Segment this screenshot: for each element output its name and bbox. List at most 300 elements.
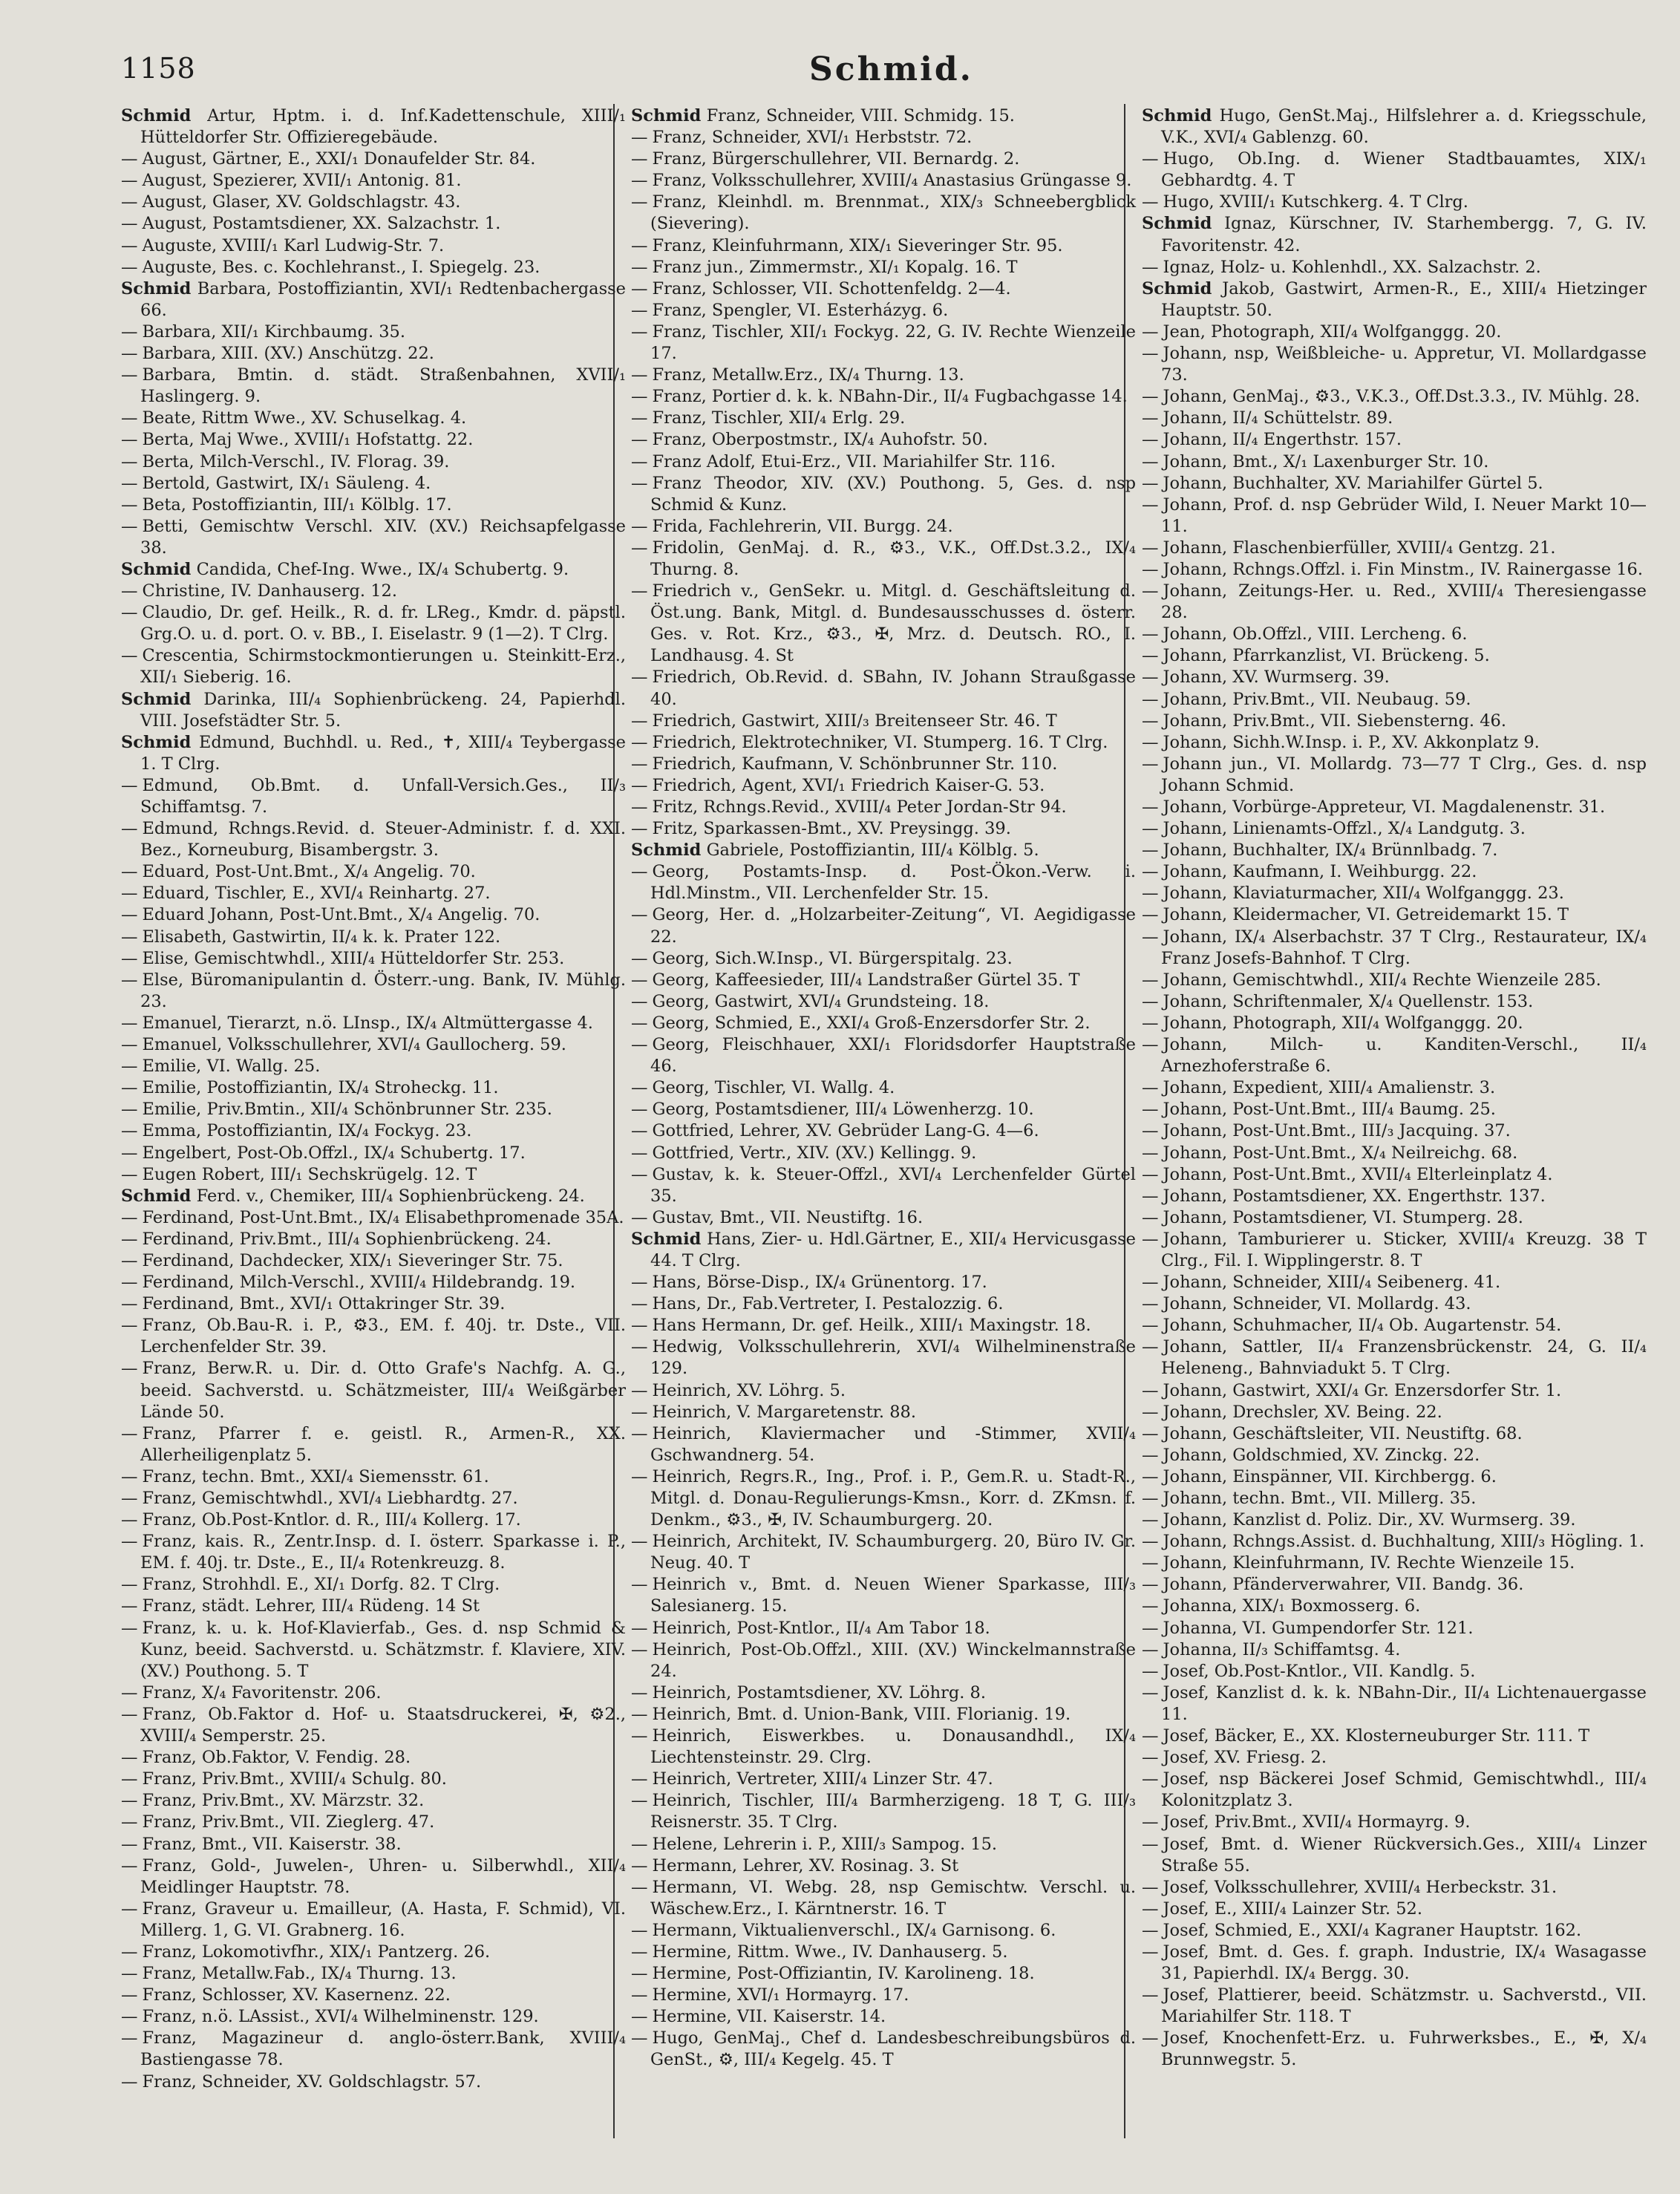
directory-entry (1142, 1596, 1647, 1617)
entry-text: Engelbert, Post-Ob.Offzl., IX/₄ Schubertg. 17. (142, 1143, 526, 1163)
entry-surname: Schmid (121, 1186, 192, 1206)
ditto-dash: — (631, 1164, 648, 1184)
ditto-dash: — (1142, 624, 1159, 644)
directory-entry (631, 1120, 1136, 1142)
directory-entry (1142, 1445, 1647, 1466)
entry-text: Johann, Buchhalter, IX/₄ Brünnlbadg. 7. (1163, 840, 1498, 861)
directory-entry (1142, 1423, 1647, 1445)
entry-text: Edmund, Ob.Bmt. d. Unfall-Versich.Ges., II/₃ Schiffamtsg. 7. (140, 775, 626, 817)
ditto-dash: — (121, 235, 138, 255)
directory-entry (631, 365, 1136, 386)
entry-text: Ferdinand, Post-Unt.Bmt., IX/₄ Elisabethpromenade 35A. (142, 1207, 624, 1227)
directory-entry (121, 365, 626, 408)
ditto-dash: — (121, 646, 138, 666)
directory-entry (121, 105, 626, 148)
ditto-dash: — (631, 1423, 648, 1443)
entry-text: Franz, Volksschullehrer, XVIII/₄ Anastasius Grüngasse 9. (652, 171, 1132, 191)
ditto-dash: — (121, 1273, 138, 1293)
directory-entry (1142, 1315, 1647, 1336)
entry-text: Johann, Post-Unt.Bmt., III/₄ Baumg. 25. (1163, 1100, 1496, 1120)
directory-entry (1142, 1034, 1647, 1077)
ditto-dash: — (121, 1164, 138, 1184)
ditto-dash: — (1142, 1229, 1159, 1249)
directory-entry (1142, 732, 1647, 754)
directory-entry (631, 1834, 1136, 1855)
directory-entry (1142, 1120, 1647, 1142)
ditto-dash: — (1142, 1402, 1159, 1422)
ditto-dash: — (631, 473, 648, 493)
directory-entry (121, 1250, 626, 1272)
ditto-dash: — (631, 1985, 648, 2005)
directory-entry (631, 1423, 1136, 1466)
entry-text: Johann, Gastwirt, XXI/₄ Gr. Enzersdorfer Str. 1. (1163, 1380, 1562, 1400)
ditto-dash: — (631, 1791, 648, 1811)
ditto-dash: — (1142, 149, 1159, 169)
directory-entry (1142, 927, 1647, 970)
entry-text: Gottfried, Lehrer, XV. Gebrüder Lang-G. 4—6. (652, 1121, 1039, 1141)
entry-text: Johann, Postamtsdiener, VI. Stumperg. 28. (1163, 1207, 1523, 1227)
entry-text: Franz Theodor, XIV. (XV.) Pouthong. 5, Ges. d. nsp Schmid & Kunz. (650, 473, 1136, 515)
ditto-dash: — (631, 538, 648, 558)
ditto-dash: — (1142, 927, 1159, 947)
entry-text: Josef, Kanzlist d. k. k. NBahn-Dir., II/₄ Lichtenauergasse 11. (1161, 1682, 1647, 1724)
ditto-dash: — (631, 1942, 648, 1962)
entry-text: Franz, Gold-, Juwelen-, Uhren- u. Silberwhdl., XII/₄ Meidlinger Hauptstr. 78. (140, 1855, 626, 1897)
ditto-dash: — (121, 1078, 138, 1098)
entry-text: Heinrich, Vertreter, XIII/₄ Linzer Str. 47. (652, 1769, 993, 1789)
ditto-dash: — (631, 667, 648, 688)
entry-text: Edmund, Rchngs.Revid. d. Steuer-Administr. f. d. XXI. Bez., Korneuburg, Bisambergstr. 3. (140, 819, 626, 861)
directory-entry (121, 1315, 626, 1358)
entry-text: Johann, II/₄ Schüttelstr. 89. (1163, 408, 1393, 428)
ditto-dash: — (121, 1682, 138, 1702)
directory-entry (121, 1120, 626, 1142)
ditto-dash: — (121, 1704, 138, 1724)
directory-entry (121, 861, 626, 883)
entry-text: Johann, Kleinfuhrmann, IV. Rechte Wienzeile 15. (1163, 1553, 1575, 1573)
entry-text: Friedrich, Ob.Revid. d. SBahn, IV. Johann Straußgasse 40. (650, 667, 1136, 709)
directory-entry (121, 904, 626, 926)
entry-text: Artur, Hptm. i. d. Inf.Kadettenschule, XIII/₁ Hütteldorfer Str. Offizieregebäude. (140, 106, 626, 148)
entry-text: Ferdinand, Priv.Bmt., III/₄ Sophienbrückeng. 24. (142, 1229, 552, 1249)
directory-entry (1142, 408, 1647, 429)
entry-text: Johann, Post-Unt.Bmt., X/₄ Neilreichg. 68. (1163, 1143, 1518, 1163)
entry-text: August, Spezierer, XVII/₁ Antonig. 81. (142, 171, 462, 191)
ditto-dash: — (1142, 905, 1159, 925)
entry-text: Johann, Priv.Bmt., VII. Neubaug. 59. (1163, 689, 1471, 709)
directory-entry (121, 559, 626, 581)
entry-text: Hermine, VII. Kaiserstr. 14. (652, 2007, 886, 2027)
ditto-dash: — (121, 1855, 138, 1875)
ditto-dash: — (631, 2028, 648, 2048)
page-header (0, 45, 1680, 89)
ditto-dash: — (121, 1316, 138, 1336)
ditto-dash: — (631, 1143, 648, 1163)
ditto-dash: — (121, 775, 138, 795)
ditto-dash: — (121, 344, 138, 364)
directory-entry (1142, 1682, 1647, 1726)
entry-text: Franz, Ob.Faktor d. Hof- u. Staatsdruckerei, ✠, ⚙2., XVIII/₄ Semperstr. 25. (140, 1704, 626, 1746)
entry-surname: Schmid (1142, 278, 1212, 298)
entry-text: Johann, Sattler, II/₄ Franzensbrückenstr. 24, G. II/₄ Heleneng., Bahnviadukt 5. T Clrg. (1161, 1337, 1647, 1379)
directory-entry (1142, 1639, 1647, 1661)
entry-text: Josef, XV. Friesg. 2. (1163, 1748, 1327, 1768)
directory-entry (1142, 1336, 1647, 1380)
ditto-dash: — (1142, 451, 1159, 471)
entry-text: Josef, Bmt. d. Wiener Rückversich.Ges., XIII/₄ Linzer Straße 55. (1161, 1834, 1647, 1875)
entry-text: Ferdinand, Dachdecker, XIX/₁ Sieveringer Str. 75. (142, 1250, 563, 1270)
ditto-dash: — (1142, 1466, 1159, 1486)
ditto-dash: — (1142, 494, 1159, 515)
ditto-dash: — (631, 387, 648, 407)
directory-entry (1142, 581, 1647, 624)
directory-entry (121, 1682, 626, 1704)
ditto-dash: — (121, 884, 138, 904)
entry-surname: Schmid (1142, 106, 1212, 125)
ditto-dash: — (1142, 1639, 1159, 1659)
entry-text: Johanna, II/₃ Schiffamtsg. 4. (1163, 1639, 1401, 1659)
entry-text: Franz, techn. Bmt., XXI/₄ Siemensstr. 61. (142, 1466, 489, 1486)
ditto-dash: — (121, 2071, 138, 2092)
ditto-dash: — (1142, 321, 1159, 342)
entry-text: Hermann, VI. Webg. 28, nsp Gemischtw. Verschl. u. Wäschew.Erz., I. Kärntnerstr. 16. T (650, 1877, 1136, 1919)
directory-entry (631, 1164, 1136, 1207)
ditto-dash: — (1142, 991, 1159, 1011)
directory-entry (121, 948, 626, 970)
entry-text: Josef, E., XIII/₄ Lainzer Str. 52. (1163, 1898, 1423, 1919)
entry-text: Franz, n.ö. LAssist., XVI/₄ Wilhelminenstr. 129. (142, 2007, 539, 2027)
ditto-dash: — (1142, 1661, 1159, 1681)
directory-entry (121, 883, 626, 904)
entry-text: Franz, Schneider, VIII. Schmidg. 15. (706, 106, 1015, 125)
ditto-dash: — (1142, 1942, 1159, 1962)
directory-entry (631, 321, 1136, 365)
directory-entry (121, 689, 626, 732)
entry-text: Johann, Kanzlist d. Poliz. Dir., XV. Wurmserg. 39. (1163, 1510, 1576, 1530)
directory-entry (631, 148, 1136, 170)
directory-entry (121, 213, 626, 235)
directory-entry (121, 1834, 626, 1855)
entry-text: Johanna, VI. Gumpendorfer Str. 121. (1163, 1618, 1474, 1638)
ditto-dash: — (1142, 1532, 1159, 1552)
directory-entry (1142, 1726, 1647, 1747)
entry-text: Johann, GenMaj., ⚙3., V.K.3., Off.Dst.3.3., IV. Mühlg. 28. (1163, 387, 1641, 407)
directory-entry (1142, 689, 1647, 711)
entry-text: Friedrich, Gastwirt, XIII/₃ Breitenseer Str. 46. T (652, 711, 1057, 731)
directory-entry (631, 1877, 1136, 1920)
entry-text: Johann, Kleidermacher, VI. Getreidemarkt 15. T (1163, 905, 1569, 925)
ditto-dash: — (1142, 1143, 1159, 1163)
directory-entry (631, 278, 1136, 300)
ditto-dash: — (631, 1402, 648, 1422)
entry-text: Hermine, Post-Offiziantin, IV. Karolineng. 18. (652, 1964, 1035, 1984)
entry-text: Georg, Sich.W.Insp., VI. Bürgerspitalg. 23. (652, 948, 1013, 968)
ditto-dash: — (631, 732, 648, 752)
entry-text: Franz, Bürgerschullehrer, VII. Bernardg. 2. (652, 149, 1020, 169)
entry-text: Johann, Gemischtwhdl., XII/₄ Rechte Wienzeile 285. (1163, 970, 1601, 990)
ditto-dash: — (121, 1618, 138, 1638)
entry-text: Else, Büromanipulantin d. Österr.-ung. Bank, IV. Mühlg. 23. (140, 970, 626, 1011)
ditto-dash: — (121, 1942, 138, 1962)
entry-text: Johann, Tamburierer u. Sticker, XVIII/₄ Kreuzg. 38 T Clrg., Fil. I. Wipplingerstr. 8. T (1161, 1229, 1647, 1270)
ditto-dash: — (631, 516, 648, 536)
ditto-dash: — (1142, 970, 1159, 990)
ditto-dash: — (121, 1229, 138, 1249)
entry-text: Friedrich, Kaufmann, V. Schönbrunner Str. 110. (652, 754, 1058, 774)
directory-entry (631, 1531, 1136, 1574)
ditto-dash: — (121, 905, 138, 925)
entry-surname: Schmid (121, 732, 192, 752)
ditto-dash: — (631, 1618, 648, 1638)
ditto-dash: — (1142, 1164, 1159, 1184)
directory-entry (121, 1099, 626, 1120)
directory-entry (121, 1013, 626, 1034)
entry-text: Frida, Fachlehrerin, VII. Burgg. 24. (652, 516, 953, 536)
directory-entry (631, 1077, 1136, 1099)
entry-text: Heinrich, XV. Löhrg. 5. (652, 1380, 846, 1400)
directory-entry (121, 1164, 626, 1186)
ditto-dash: — (121, 1013, 138, 1033)
entry-text: Heinrich v., Bmt. d. Neuen Wiener Sparkasse, III/₃ Salesianerg. 15. (650, 1575, 1136, 1616)
entry-text: Josef, Volksschullehrer, XVIII/₄ Herbeckstr. 31. (1163, 1877, 1558, 1897)
directory-entry (631, 2006, 1136, 2028)
entry-text: Hermine, Rittm. Wwe., IV. Danhauserg. 5. (652, 1942, 1008, 1962)
entry-text: Franz, Tischler, XII/₁ Fockyg. 22, G. IV. Rechte Wienzeile 17. (650, 321, 1136, 364)
ditto-dash: — (631, 1639, 648, 1659)
directory-entry (121, 257, 626, 278)
entry-text: Franz Adolf, Etui-Erz., VII. Mariahilfer Str. 116. (652, 451, 1056, 471)
ditto-dash: — (1142, 1186, 1159, 1206)
ditto-dash: — (631, 711, 648, 731)
ditto-dash: — (631, 905, 648, 925)
directory-entry (1142, 1747, 1647, 1769)
directory-entry (631, 1293, 1136, 1315)
ditto-dash: — (1142, 257, 1159, 277)
ditto-dash: — (631, 1682, 648, 1702)
directory-entry (1142, 1466, 1647, 1488)
ditto-dash: — (1142, 1294, 1159, 1314)
ditto-dash: — (631, 991, 648, 1011)
directory-entry (1142, 386, 1647, 408)
entry-text: Franz jun., Zimmermstr., XI/₁ Kopalg. 16. T (652, 257, 1018, 277)
ditto-dash: — (631, 797, 648, 817)
ditto-dash: — (1142, 2028, 1159, 2048)
ditto-dash: — (1142, 797, 1159, 817)
ditto-dash: — (1142, 689, 1159, 709)
directory-entry (631, 1272, 1136, 1293)
directory-entry (631, 1574, 1136, 1617)
directory-entry (631, 991, 1136, 1013)
directory-entry (121, 1423, 626, 1466)
directory-entry (1142, 1509, 1647, 1531)
entry-text: Heinrich, Architekt, IV. Schaumburgerg. 20, Büro IV. Gr. Neug. 40. T (650, 1532, 1136, 1573)
ditto-dash: — (631, 451, 648, 471)
entry-text: Franz, Metallw.Erz., IX/₄ Thurng. 13. (652, 365, 964, 385)
directory-entry (631, 1963, 1136, 1985)
entry-text: Georg, Gastwirt, XVI/₄ Grundsteing. 18. (652, 991, 990, 1011)
entry-text: Johann, Bmt., X/₁ Laxenburger Str. 10. (1163, 451, 1489, 471)
ditto-dash: — (1142, 387, 1159, 407)
directory-entry (631, 170, 1136, 192)
directory-entry (121, 1574, 626, 1596)
directory-entry (121, 1229, 626, 1250)
entry-text: Johann, Ob.Offzl., VIII. Lercheng. 6. (1163, 624, 1468, 644)
ditto-dash: — (631, 581, 648, 601)
directory-entry (1142, 1099, 1647, 1120)
ditto-dash: — (1142, 559, 1159, 579)
entry-text: Heinrich, Postamtsdiener, XV. Löhrg. 8. (652, 1682, 987, 1702)
directory-entry (121, 645, 626, 688)
entry-text: Johann, Schuhmacher, II/₄ Ob. Augartenstr. 54. (1163, 1316, 1562, 1336)
ditto-dash: — (121, 408, 138, 428)
ditto-dash: — (631, 192, 648, 212)
entry-text: Franz, Spengler, VI. Esterházyg. 6. (652, 300, 949, 320)
entry-surname: Schmid (1142, 214, 1212, 234)
ditto-dash: — (121, 365, 138, 385)
directory-entry (121, 494, 626, 516)
entry-text: Crescentia, Schirmstockmontierungen u. Steinkitt-Erz., XII/₁ Sieberig. 16. (140, 646, 626, 688)
directory-entry (121, 602, 626, 645)
running-head: Schmid. (809, 50, 973, 88)
directory-entry (631, 1099, 1136, 1120)
entry-text: Franz, Graveur u. Emailleur, (A. Hasta, F. Schmid), VI. Millerg. 1, G. VI. Grabnerg. 16. (140, 1898, 626, 1940)
ditto-dash: — (121, 1964, 138, 1984)
directory-entry (1142, 797, 1647, 818)
directory-entry (631, 105, 1136, 127)
entry-text: Eduard, Post-Unt.Bmt., X/₄ Angelig. 70. (142, 862, 476, 882)
directory-entry (1142, 257, 1647, 278)
directory-entry (121, 1855, 626, 1898)
directory-entry (1142, 192, 1647, 213)
directory-entry (1142, 559, 1647, 581)
ditto-dash: — (631, 1035, 648, 1055)
entry-text: Johann, Rchngs.Offzl. i. Fin Minstm., IV. Rainergasse 16. (1163, 559, 1644, 579)
ditto-dash: — (1142, 862, 1159, 882)
entry-text: Johann, II/₄ Engerthstr. 157. (1163, 430, 1402, 450)
entry-text: Johann, Goldschmied, XV. Zinckg. 22. (1163, 1445, 1480, 1465)
directory-entry (631, 1143, 1136, 1164)
ditto-dash: — (631, 1964, 648, 1984)
directory-entry (1142, 105, 1647, 148)
entry-text: Johann, Drechsler, XV. Being. 22. (1163, 1402, 1442, 1422)
directory-entry (631, 1207, 1136, 1229)
directory-entry (121, 970, 626, 1013)
directory-entry (121, 1143, 626, 1164)
directory-entry (1142, 818, 1647, 840)
directory-entry (121, 1034, 626, 1056)
entry-text: Heinrich, Regrs.R., Ing., Prof. i. P., Gem.R. u. Stadt-R., Mitgl. d. Donau-Regulierungs-Kmsn., Korr. d. ZKmsn. f. Denkm., ⚙3., ✠, IV. Schaumburgerg. 20. (650, 1466, 1136, 1530)
ditto-dash: — (1142, 1078, 1159, 1098)
entry-text: Edmund, Buchhdl. u. Red., ✝, XIII/₄ Teybergasse 1. T Clrg. (140, 732, 627, 774)
ditto-dash: — (121, 149, 138, 169)
directory-entry (121, 1186, 626, 1207)
ditto-dash: — (631, 171, 648, 191)
ditto-dash: — (1142, 1920, 1159, 1940)
entry-text: Johann, Buchhalter, XV. Mariahilfer Gürtel 5. (1163, 473, 1543, 493)
ditto-dash: — (631, 300, 648, 320)
ditto-dash: — (121, 819, 138, 839)
entry-text: Josef, Schmied, E., XXI/₄ Kagraner Hauptstr. 162. (1163, 1920, 1582, 1940)
directory-entry (121, 1618, 626, 1682)
entry-text: Franz, Strohhdl. E., XI/₁ Dorfg. 82. T Clrg. (142, 1575, 500, 1595)
entry-surname: Schmid (121, 689, 192, 709)
directory-entry (631, 1855, 1136, 1877)
directory-entry (631, 1618, 1136, 1639)
entry-text: Friedrich, Agent, XVI/₁ Friedrich Kaiser-G. 53. (652, 775, 1045, 795)
entry-text: Johann, Photograph, XII/₄ Wolfganggg. 20. (1163, 1013, 1523, 1033)
entry-text: Johann, Postamtsdiener, XX. Engerthstr. 137. (1163, 1186, 1546, 1206)
entry-text: Josef, Priv.Bmt., XVII/₄ Hormayrg. 9. (1163, 1812, 1471, 1832)
entry-text: Emilie, Postoffiziantin, IX/₄ Stroheckg. 11. (142, 1078, 499, 1098)
entry-text: Johann, Flaschenbierfüller, XVIII/₄ Gentzg. 21. (1163, 538, 1556, 558)
entry-text: Ignaz, Kürschner, IV. Starhembergg. 7, G. IV. Favoritenstr. 42. (1161, 214, 1647, 255)
directory-entry (1142, 1293, 1647, 1315)
entry-text: Franz, Portier d. k. k. NBahn-Dir., II/₄ Fugbachgasse 14. (652, 387, 1128, 407)
entry-text: Franz, Kleinfuhrmann, XIX/₁ Sieveringer Str. 95. (652, 235, 1063, 255)
entry-text: August, Postamtsdiener, XX. Salzachstr. 1. (142, 214, 501, 234)
directory-entry (121, 1942, 626, 1963)
directory-entry (631, 1769, 1136, 1790)
directory-entry (121, 451, 626, 473)
ditto-dash: — (631, 970, 648, 990)
directory-entry (1142, 1898, 1647, 1920)
ditto-dash: — (121, 970, 138, 990)
directory-entry (121, 775, 626, 818)
directory-entry (631, 192, 1136, 235)
entry-text: Johann, Expedient, XIII/₄ Amalienstr. 3. (1163, 1078, 1496, 1098)
directory-entry (631, 754, 1136, 775)
directory-entry (121, 1596, 626, 1617)
directory-entry (121, 1293, 626, 1315)
ditto-dash: — (121, 1143, 138, 1163)
ditto-dash: — (121, 1769, 138, 1789)
directory-entry (1142, 1229, 1647, 1272)
directory-entry (1142, 2028, 1647, 2071)
directory-entry (631, 2028, 1136, 2071)
directory-entry (121, 278, 626, 321)
directory-entry (1142, 667, 1647, 688)
directory-entry (631, 797, 1136, 818)
directory-entry (121, 192, 626, 213)
entry-text: Jakob, Gastwirt, Armen-R., E., XIII/₄ Hietzinger Hauptstr. 50. (1161, 278, 1647, 320)
ditto-dash: — (121, 171, 138, 191)
entry-text: Berta, Maj Wwe., XVIII/₁ Hofstattg. 22. (142, 430, 474, 450)
entry-text: Johann, Schriftenmaler, X/₄ Quellenstr. 153. (1163, 991, 1534, 1011)
directory-entry (121, 1985, 626, 2006)
directory-entry (121, 1358, 626, 1423)
ditto-dash: — (631, 948, 648, 968)
entry-text: Berta, Milch-Verschl., IV. Florag. 39. (142, 451, 450, 471)
column-3 (1142, 105, 1647, 2071)
ditto-dash: — (631, 257, 648, 277)
ditto-dash: — (121, 603, 138, 623)
entry-text: Johann, Klaviaturmacher, XII/₄ Wolfganggg. 23. (1163, 884, 1564, 904)
ditto-dash: — (631, 1273, 648, 1293)
ditto-dash: — (121, 2028, 138, 2048)
entry-text: Barbara, XII/₁ Kirchbaumg. 35. (142, 321, 406, 342)
directory-entry (631, 408, 1136, 429)
entry-surname: Schmid (631, 106, 702, 125)
entry-text: Gustav, k. k. Steuer-Offzl., XVI/₄ Lerchenfelder Gürtel 35. (650, 1164, 1136, 1206)
entry-text: Christine, IV. Danhauserg. 12. (142, 581, 398, 601)
entry-text: Jean, Photograph, XII/₄ Wolfganggg. 20. (1163, 321, 1502, 342)
entry-text: Hedwig, Volksschullehrerin, XVI/₄ Wilhelminenstraße 129. (650, 1337, 1136, 1379)
ditto-dash: — (1142, 1877, 1159, 1897)
ditto-dash: — (631, 1920, 648, 1940)
ditto-dash: — (631, 1834, 648, 1854)
ditto-dash: — (631, 1121, 648, 1141)
entry-text: Johann, Schneider, VI. Mollardg. 43. (1163, 1294, 1471, 1314)
